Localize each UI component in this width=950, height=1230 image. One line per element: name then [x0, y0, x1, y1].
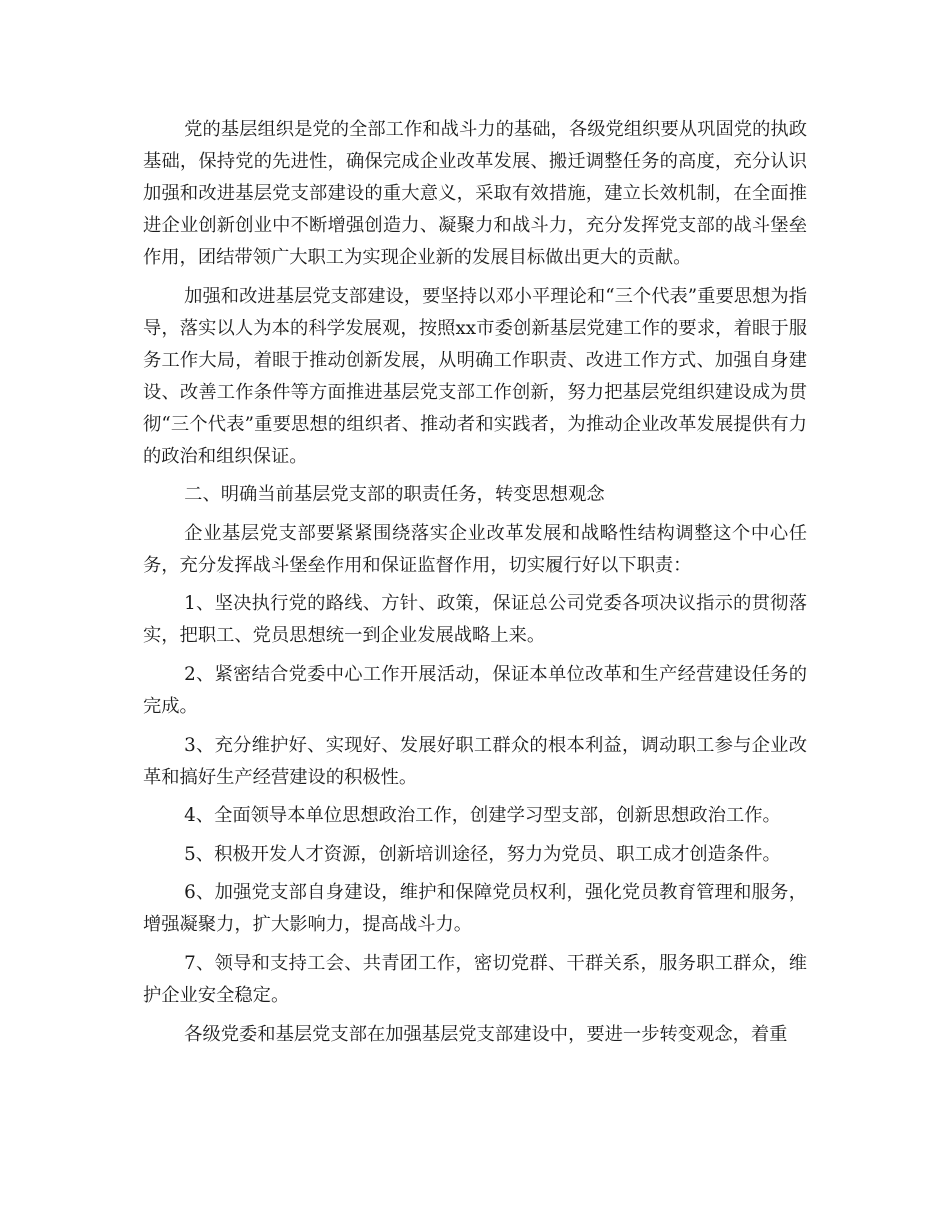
section-heading-responsibilities: 二、明确当前基层党支部的职责任务，转变思想观念 [184, 484, 605, 506]
list-item-duty-7: 7、领导和支持工会、共青团工作，密切党群、干群关系，服务职工群众，维护企业安全稳定。 [143, 952, 807, 1006]
list-item-duty-2: 2、紧密结合党委中心工作开展活动，保证本单位改革和生产经营建设任务的完成。 [143, 663, 807, 717]
list-item-duty-1: 1、坚决执行党的路线、方针、政策，保证总公司党委各项决议指示的贯彻落实，把职工、党员思想统一到企业发展战略上来。 [143, 593, 807, 647]
paragraph-closing-partial: 各级党委和基层党支部在加强基层党支部建设中，要进一步转变观念，着重 [184, 1023, 788, 1045]
paragraph-intro-foundation: 党的基层组织是党的全部工作和战斗力的基础，各级党组织要从巩固党的执政基础，保持党的先进性，确保完成企业改革发展、搬迁调整任务的高度，充分认识加强和改进基层党支部建设的重大意义，采取有效措施，建立长效机制，在全面推进企业创新创业中不断增强创造力、凝聚力和战斗力，充分发挥党支部的战斗堡垒作用，团结带领广大职工为实现企业新的发展目标做出更大的贡献。 [143, 119, 807, 268]
list-item-duty-5: 5、积极开发人才资源，创新培训途径，努力为党员、职工成才创造条件。 [184, 843, 781, 865]
list-item-duty-3: 3、充分维护好、实现好、发展好职工群众的根本利益，调动职工参与企业改革和搞好生产经营建设的积极性。 [143, 734, 807, 788]
list-item-duty-4: 4、全面领导本单位思想政治工作，创建学习型支部，创新思想政治工作。 [184, 805, 781, 827]
document-body [143, 114, 807, 1051]
list-item-duty-6: 6、加强党支部自身建设，维护和保障党员权利，强化党员教育管理和服务，增强凝聚力，扩大影响力，提高战斗力。 [143, 882, 807, 936]
paragraph-central-task: 企业基层党支部要紧紧围绕落实企业改革发展和战略性结构调整这个中心任务，充分发挥战斗堡垒作用和保证监督作用，切实履行好以下职责： [143, 522, 807, 576]
paragraph-guiding-principle: 加强和改进基层党支部建设，要坚持以邓小平理论和“三个代表”重要思想为指导，落实以人为本的科学发展观，按照xx市委创新基层党建工作的要求，着眼于服务工作大局，着眼于推动创新发展，从明确工作职责、改进工作方式、加强自身建设、改善工作条件等方面推进基层党支部工作创新，努力把基层党组织建设成为贯彻“三个代表”重要思想的组织者、推动者和实践者，为推动企业改革发展提供有力的政治和组织保证。 [143, 285, 807, 467]
